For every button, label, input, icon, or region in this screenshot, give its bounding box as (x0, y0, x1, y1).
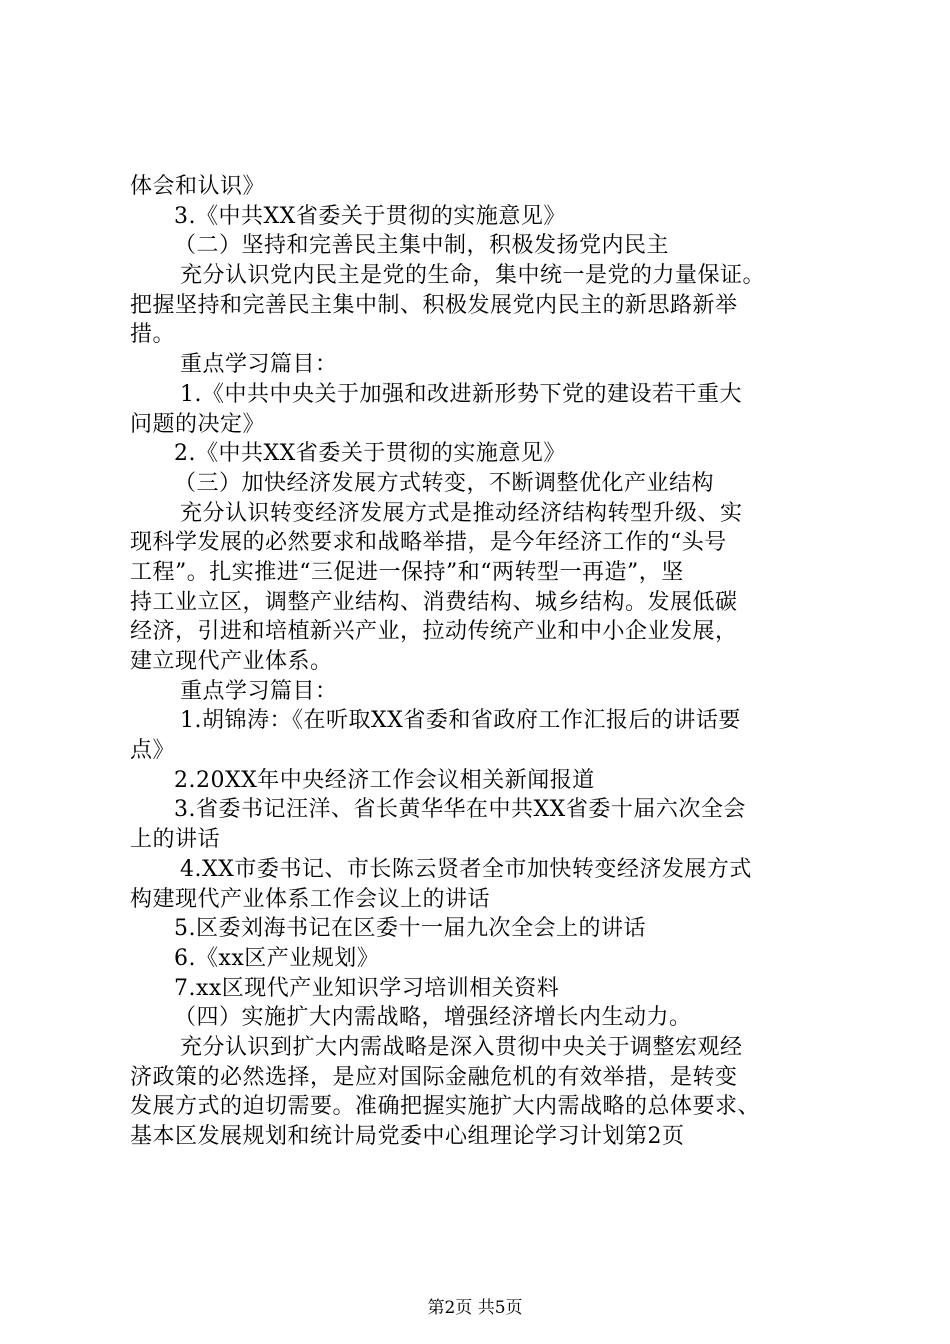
text-line: 济政策的必然选择，是应对国际金融危机的有效举措，是转变 (130, 1064, 738, 1090)
text-line: 3.《中共XX省委关于贯彻的实施意见》 (174, 203, 566, 229)
text-line: 2.《中共XX省委关于贯彻的实施意见》 (174, 441, 566, 467)
text-line: 充分认识转变经济发展方式是推动经济结构转型升级、实 (180, 500, 743, 526)
text-line: 6.《xx区产业规划》 (174, 945, 380, 971)
text-line: 发展方式的迫切需要。准确把握实施扩大内需战略的总体要求、 (130, 1094, 761, 1120)
text-line: 充分认识党内民主是党的生命，集中统一是党的力量保证。 (180, 263, 766, 289)
text-line: 持工业立区，调整产业结构、消费结构、城乡结构。发展低碳 (130, 589, 738, 615)
text-line: 3.省委书记汪洋、省长黄华华在中共XX省委十届六次全会 (174, 797, 746, 823)
text-line: 1.《中共中央关于加强和改进新形势下党的建设若干重大 (180, 381, 742, 407)
text-line: 2.20XX年中央经济工作会议相关新闻报道 (174, 767, 595, 793)
text-line: 工程”。扎实推进“三促进一保持”和“两转型一再造”，坚 (130, 559, 684, 585)
text-line: （四）实施扩大内需战略，增强经济增长内生动力。 (174, 1005, 692, 1031)
text-line: 5.区委刘海书记在区委十一届九次全会上的讲话 (174, 916, 646, 942)
text-line: 4.XX市委书记、市长陈云贤者全市加快转变经济发展方式 (180, 856, 752, 882)
text-line: 建立现代产业体系。 (130, 649, 333, 674)
text-line: 现科学发展的必然要求和战略举措，是今年经济工作的“头号 (130, 530, 727, 556)
document-body (130, 172, 845, 1152)
text-line: （二）坚持和完善民主集中制，积极发扬党内民主 (174, 233, 670, 259)
text-line: 体会和认识》 (130, 174, 266, 199)
page-footer: 第2页 共5页 (427, 1298, 523, 1318)
text-line: 基本区发展规划和统计局党委中心组理论学习计划第2页 (130, 1124, 685, 1149)
text-line: 经济，引进和培植新兴产业，拉动传统产业和中小企业发展， (130, 619, 738, 645)
text-line: 重点学习篇目： (180, 352, 338, 378)
text-line: 点》 (130, 738, 176, 764)
text-line: 1.胡锦涛：《在听取XX省委和省政府工作汇报后的讲话要 (180, 708, 741, 734)
text-line: 重点学习篇目： (180, 678, 338, 704)
text-line: 措。 (130, 322, 176, 348)
text-line: 构建现代产业体系工作会议上的讲话 (130, 886, 491, 912)
text-line: 问题的决定》 (130, 411, 266, 437)
text-line: 把握坚持和完善民主集中制、积极发展党内民主的新思路新举 (130, 292, 738, 318)
text-line: 上的讲话 (130, 827, 221, 853)
text-line: （三）加快经济发展方式转变，不断调整优化产业结构 (174, 470, 715, 496)
text-line: 7.xx区现代产业知识学习培训相关资料 (174, 975, 560, 1001)
text-line: 充分认识到扩大内需战略是深入贯彻中央关于调整宏观经 (180, 1034, 743, 1060)
